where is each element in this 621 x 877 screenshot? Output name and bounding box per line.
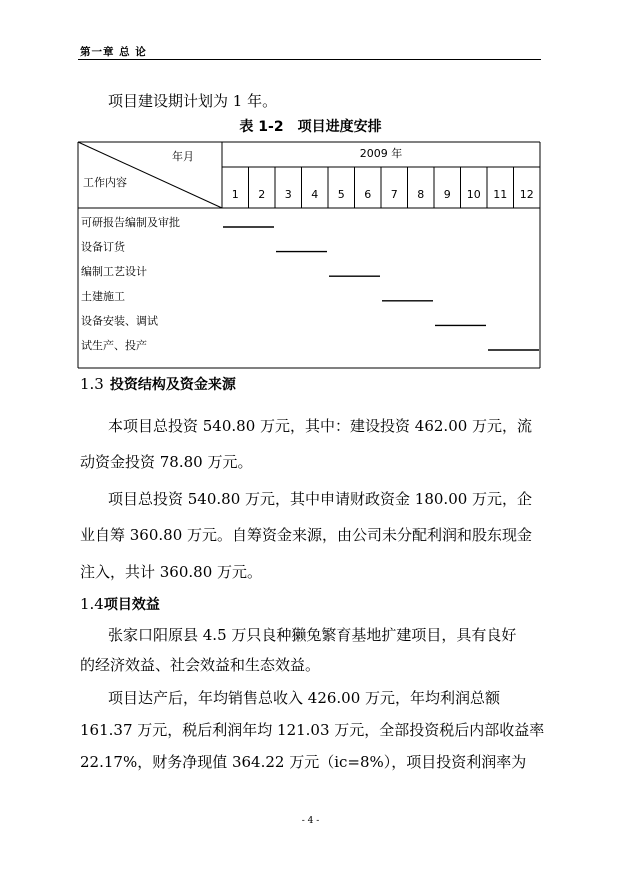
section-1-3-title: 投资结构及资金来源 <box>109 377 236 393</box>
task-label: 设备安装、调试 <box>81 314 158 328</box>
section-1-4-p2-line1: 项目达产后，年均销售总收入 426.00 万元，年均利润总额 <box>108 689 501 707</box>
table-caption-title: 项目进度安排 <box>297 119 382 135</box>
task-label: 设备订货 <box>81 240 125 254</box>
page-number: - 4 - <box>301 816 320 826</box>
month-label: 5 <box>337 188 345 201</box>
section-1-3-number: 1.3 <box>80 375 104 393</box>
month-label: 9 <box>443 188 451 201</box>
section-1-3-p1-line2: 动资金投资 78.80 万元。 <box>80 453 253 471</box>
intro-text: 项目建设期计划为 1 年。 <box>108 92 278 110</box>
section-1-4-title: 项目效益 <box>103 597 160 613</box>
task-label: 试生产、投产 <box>81 339 147 352</box>
month-label: 1 <box>231 188 239 201</box>
task-label: 土建施工 <box>81 289 125 303</box>
corner-label-work: 工作内容 <box>83 176 127 189</box>
task-label: 可研报告编制及审批 <box>81 216 180 229</box>
month-label: 4 <box>311 188 319 201</box>
section-1-4-heading <box>80 594 160 614</box>
month-label: 12 <box>519 188 534 201</box>
section-1-3-p2-line2: 业自筹 360.80 万元。自筹资金来源，由公司未分配利润和股东现金 <box>80 526 533 544</box>
month-label: 2 <box>258 188 266 201</box>
corner-label-month: 年月 <box>172 150 194 163</box>
table-corner-diagonal <box>78 142 222 208</box>
section-1-4-p2-line2: 161.37 万元，税后利润年均 121.03 万元，全部投资税后内部收益率 <box>80 721 545 739</box>
section-1-4-p1-line1: 张家口阳原县 4.5 万只良种獭兔繁育基地扩建项目，具有良好 <box>108 626 517 644</box>
section-1-4-p2-line3: 22.17%，财务净现值 364.22 万元（ic=8%），项目投资利润率为 <box>80 753 527 771</box>
task-label: 编制工艺设计 <box>81 265 147 279</box>
table-caption-number: 表 1-2 <box>239 119 284 135</box>
section-1-3-p2-line1: 项目总投资 540.80 万元，其中申请财政资金 180.00 万元，企 <box>108 490 533 508</box>
month-label: 7 <box>390 188 398 201</box>
month-label: 11 <box>493 188 508 201</box>
month-label: 10 <box>466 188 481 201</box>
year-label: 2009 年 <box>359 147 403 160</box>
chapter-header: 第一章 总 论 <box>80 46 147 58</box>
month-label: 3 <box>284 188 292 201</box>
month-label: 6 <box>364 188 372 201</box>
schedule-table <box>0 0 621 380</box>
section-1-3-p1-line1: 本项目总投资 540.80 万元，其中：建设投资 462.00 万元，流 <box>108 417 533 435</box>
section-1-3-heading <box>80 374 236 394</box>
section-1-4-number: 1.4 <box>80 595 104 613</box>
section-1-3-p2-line3: 注入，共计 360.80 万元。 <box>80 563 263 581</box>
month-label: 8 <box>417 188 425 201</box>
section-1-4-p1-line2: 的经济效益、社会效益和生态效益。 <box>80 656 321 674</box>
